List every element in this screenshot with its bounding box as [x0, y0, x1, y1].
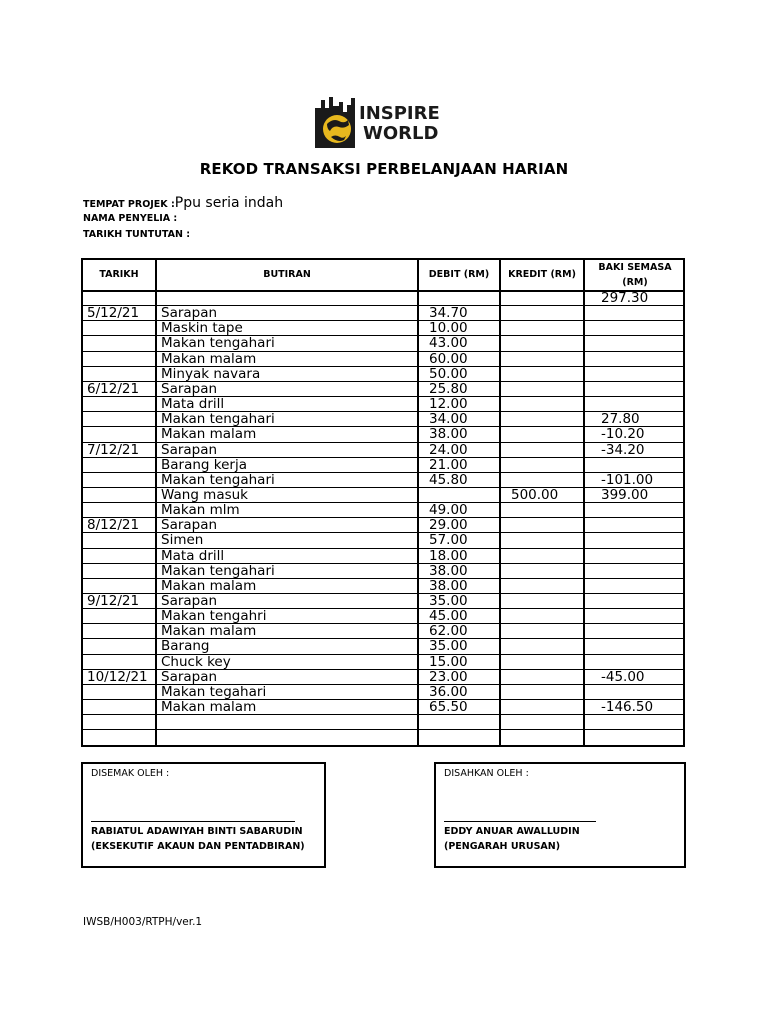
cell-butiran: Sarapan [161, 380, 218, 397]
cell-debit: 38.00 [429, 577, 468, 594]
cell-butiran: Mata drill [161, 547, 225, 564]
cell-debit: 50.00 [429, 365, 468, 382]
cell-butiran: Makan malam [161, 426, 257, 443]
cell-debit: 49.00 [429, 502, 468, 519]
tempat-projek-label: TEMPAT PROJEK : [83, 199, 175, 210]
disemak-oleh-box [81, 762, 326, 868]
cell-butiran: Barang [161, 638, 210, 655]
cell-butiran: Makan mlm [161, 502, 240, 519]
cell-baki: 399.00 [601, 486, 649, 503]
cell-baki: 27.80 [601, 411, 640, 428]
cell-butiran: Simen [161, 532, 204, 549]
cell-butiran: Maskin tape [161, 320, 243, 337]
disahkan-name: EDDY ANUAR AWALLUDIN [444, 826, 580, 837]
cell-debit: 21.00 [429, 456, 468, 473]
cell-debit: 38.00 [429, 426, 468, 443]
cell-butiran: Makan tegahari [161, 683, 267, 700]
cell-butiran: Makan malam [161, 699, 257, 716]
disahkan-oleh-label: DISAHKAN OLEH : [444, 768, 529, 779]
cell-butiran: Makan tengahari [161, 562, 275, 579]
cell-butiran: Makan tengahari [161, 471, 275, 488]
cell-baki: -45.00 [601, 668, 645, 685]
cell-butiran: Makan tengahari [161, 335, 275, 352]
cell-baki: 297.30 [601, 290, 649, 306]
cell-debit: 35.00 [429, 638, 468, 655]
cell-butiran: Makan tengahri [161, 608, 267, 625]
cell-debit: 60.00 [429, 350, 468, 367]
cell-debit: 38.00 [429, 562, 468, 579]
header-divider [83, 290, 683, 292]
cell-butiran: Sarapan [161, 517, 218, 534]
meta-tempat-projek [83, 195, 283, 211]
cell-debit: 25.80 [429, 380, 468, 397]
disemak-name: RABIATUL ADAWIYAH BINTI SABARUDIN [91, 826, 303, 837]
meta-nama-penyelia: NAMA PENYELIA : [83, 213, 178, 224]
cell-butiran: Makan malam [161, 350, 257, 367]
cell-butiran: Makan malam [161, 623, 257, 640]
cell-baki: -34.20 [601, 441, 645, 458]
cell-butiran: Mata drill [161, 396, 225, 413]
cell-butiran: Makan tengahari [161, 411, 275, 428]
tempat-projek-value: Ppu seria indah [174, 195, 284, 211]
inspire-world-logo [313, 94, 453, 150]
cell-debit: 45.00 [429, 608, 468, 625]
cell-butiran: Wang masuk [161, 486, 249, 503]
cell-debit: 57.00 [429, 532, 468, 549]
disemak-oleh-label: DISEMAK OLEH : [91, 768, 170, 779]
cell-debit: 34.70 [429, 305, 468, 322]
header-baki-unit: (RM) [622, 277, 648, 288]
cell-debit: 24.00 [429, 441, 468, 458]
cell-butiran: Sarapan [161, 593, 218, 609]
cell-butiran: Sarapan [161, 668, 218, 685]
cell-debit: 62.00 [429, 623, 468, 640]
header-baki-semasa: BAKI SEMASA [598, 262, 672, 273]
disahkan-position: (PENGARAH URUSAN) [444, 841, 561, 852]
cell-butiran: Makan malam [161, 577, 257, 594]
cell-butiran: Sarapan [161, 441, 218, 458]
transaction-table [81, 258, 685, 747]
cell-debit: 23.00 [429, 668, 468, 685]
cell-debit: 12.00 [429, 396, 468, 413]
cell-debit: 34.00 [429, 411, 468, 428]
header-kredit: KREDIT (RM) [508, 269, 576, 280]
cell-debit: 35.00 [429, 593, 468, 609]
cell-tarikh: 10/12/21 [87, 668, 148, 685]
logo-word-1: INSPIRE [359, 103, 440, 124]
cell-debit: 18.00 [429, 547, 468, 564]
signature-line [444, 821, 596, 822]
disahkan-oleh-box [434, 762, 686, 868]
cell-debit: 43.00 [429, 335, 468, 352]
disemak-position: (EKSEKUTIF AKAUN DAN PENTADBIRAN) [91, 841, 305, 852]
cell-tarikh: 5/12/21 [87, 305, 140, 322]
cell-butiran: Sarapan [161, 305, 218, 322]
cell-tarikh: 7/12/21 [87, 441, 140, 458]
cell-debit: 29.00 [429, 517, 468, 534]
cell-tarikh: 6/12/21 [87, 380, 140, 397]
cell-baki: -101.00 [601, 471, 654, 488]
row-divider [83, 714, 683, 715]
logo-word-2: WORLD [363, 123, 439, 144]
header-tarikh: TARIKH [99, 269, 139, 280]
cell-debit: 65.50 [429, 699, 468, 716]
document-title: REKOD TRANSAKSI PERBELANJAAN HARIAN [199, 160, 569, 178]
signature-line [91, 821, 295, 822]
cell-tarikh: 9/12/21 [87, 593, 140, 609]
cell-baki: -146.50 [601, 699, 654, 716]
cell-debit: 36.00 [429, 683, 468, 700]
cell-tarikh: 8/12/21 [87, 517, 140, 534]
cell-debit: 10.00 [429, 320, 468, 337]
cell-kredit: 500.00 [511, 486, 559, 503]
cell-butiran: Barang kerja [161, 456, 247, 473]
cell-butiran: Minyak navara [161, 365, 261, 382]
header-debit: DEBIT (RM) [428, 269, 490, 280]
cell-debit: 15.00 [429, 653, 468, 670]
cell-baki: -10.20 [601, 426, 645, 443]
row-divider [83, 729, 683, 730]
cell-butiran: Chuck key [161, 653, 231, 670]
document-reference: IWSB/H003/RTPH/ver.1 [83, 916, 203, 928]
meta-tarikh-tuntutan: TARIKH TUNTUTAN : [83, 229, 191, 240]
cell-debit: 45.80 [429, 471, 468, 488]
header-butiran: BUTIRAN [263, 269, 311, 280]
